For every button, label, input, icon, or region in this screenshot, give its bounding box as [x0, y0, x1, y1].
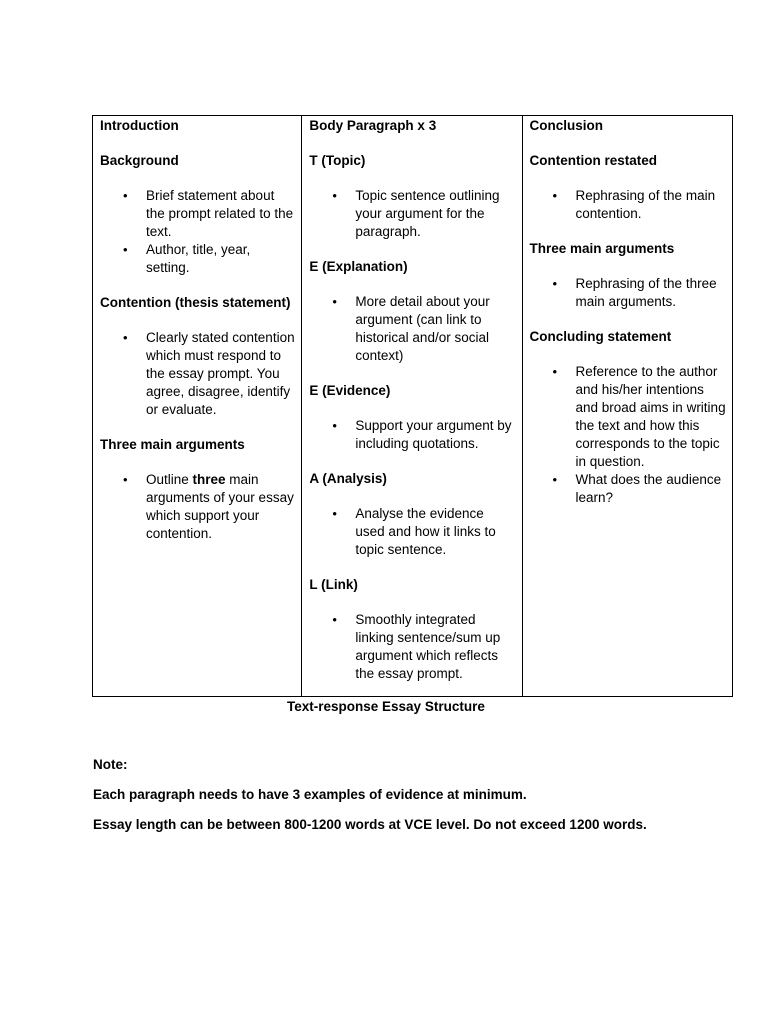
conclusion-cell: [522, 116, 733, 697]
introduction-title: Introduction: [100, 118, 179, 133]
list-item: • What does the audience learn?: [552, 472, 722, 505]
bullet-icon: •: [552, 188, 558, 203]
list-item: • Author, title, year, setting.: [123, 242, 251, 275]
list-item: • Support your argument by including quotations.: [332, 418, 512, 451]
bullet-icon: •: [123, 330, 128, 345]
bullet-icon: •: [332, 612, 337, 627]
list-item: • Rephrasing of the three main arguments.: [552, 276, 717, 309]
background-list: [100, 187, 295, 277]
analysis-heading: A (Analysis): [309, 471, 387, 486]
bullet-icon: •: [332, 294, 337, 309]
concluding-statement-list: [530, 363, 727, 507]
body-paragraph-cell: [302, 116, 522, 697]
conclusion-title: Conclusion: [529, 118, 603, 133]
conclusion-arguments-list: [530, 275, 727, 311]
list-item: • Clearly stated contention which must respond to the essay prompt. You agree, disagree, identify or evaluate.: [123, 330, 295, 417]
bullet-icon: •: [332, 418, 337, 433]
intro-arguments-list: [100, 471, 295, 543]
list-item: • Smoothly integrated linking sentence/sum up argument which reflects the essay prompt.: [332, 612, 501, 681]
body-paragraph-title: Body Paragraph x 3: [309, 118, 437, 133]
link-heading: L (Link): [309, 577, 358, 592]
bullet-icon: •: [552, 472, 558, 487]
conclusion-arguments-heading: Three main arguments: [529, 241, 675, 256]
topic-list: [309, 187, 515, 241]
list-item: • Reference to the author and his/her intentions and broad aims in writing the text and how this corresponds to the topic in question.: [552, 364, 726, 469]
note-line-evidence: Each paragraph needs to have 3 examples of evidence at minimum.: [93, 787, 527, 802]
analysis-list: [309, 505, 515, 559]
explanation-list: [309, 293, 515, 365]
bullet-icon: •: [332, 188, 337, 203]
link-list: [309, 611, 515, 683]
list-item: • Analyse the evidence used and how it links to topic sentence.: [332, 506, 496, 557]
evidence-list: [309, 417, 515, 453]
list-item: • More detail about your argument (can link to historical and/or social context): [332, 294, 490, 363]
bullet-icon: •: [552, 364, 558, 379]
bullet-icon: •: [552, 276, 558, 291]
essay-structure-table: [92, 115, 733, 697]
contention-heading: Contention (thesis statement): [100, 295, 291, 310]
note-label: Note:: [93, 757, 128, 772]
explanation-heading: E (Explanation): [309, 259, 408, 274]
bullet-icon: •: [123, 472, 128, 487]
bullet-icon: •: [332, 506, 337, 521]
concluding-statement-heading: Concluding statement: [529, 329, 672, 344]
contention-restated-list: [530, 187, 727, 223]
note-line-length: Essay length can be between 800-1200 words at VCE level. Do not exceed 1200 words.: [93, 817, 647, 832]
list-item: • Rephrasing of the main contention.: [552, 188, 716, 221]
bullet-icon: •: [123, 188, 128, 203]
evidence-heading: E (Evidence): [309, 383, 391, 398]
introduction-cell: [93, 116, 302, 697]
notes-section: [93, 756, 733, 834]
list-item: • Brief statement about the prompt related to the text.: [123, 188, 294, 239]
list-item: • Topic sentence outlining your argument for the paragraph.: [332, 188, 500, 239]
background-heading: Background: [100, 153, 179, 168]
intro-arguments-heading: Three main arguments: [100, 437, 245, 452]
contention-list: [100, 329, 295, 419]
table-caption: Text-response Essay Structure: [287, 699, 485, 714]
bullet-icon: •: [123, 242, 128, 257]
contention-restated-heading: Contention restated: [529, 153, 658, 168]
list-item: • Outline three main arguments of your essay which support your contention.: [123, 472, 294, 541]
topic-heading: T (Topic): [309, 153, 366, 168]
